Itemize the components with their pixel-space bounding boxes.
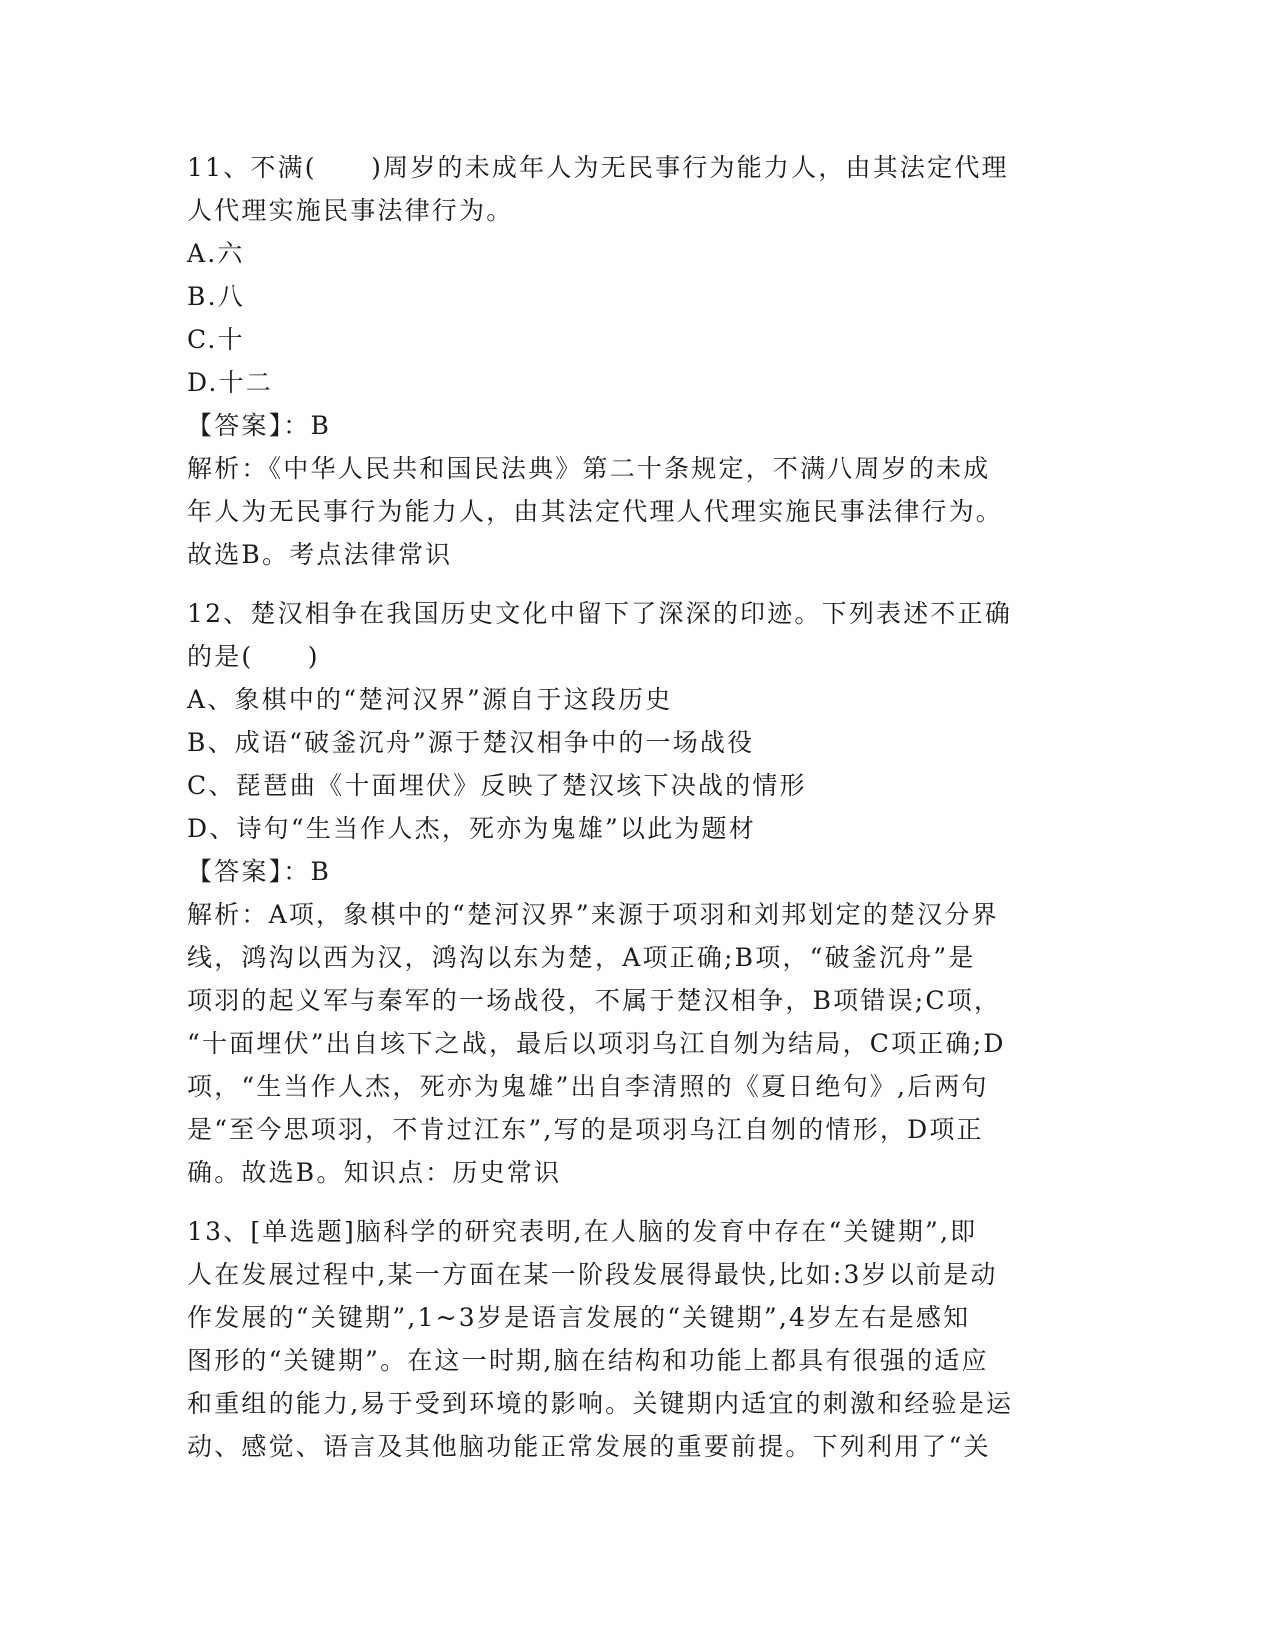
- answer-line: 【答案】：B: [187, 857, 332, 886]
- analysis-line: 故选B。考点法律常识: [187, 540, 453, 569]
- option-b: B、成语“破釜沉舟”源于楚汉相争中的一场战役: [187, 728, 755, 757]
- question-stem-line: 图形的“关键期”。在这一时期,脑在结构和功能上都具有很强的适应: [187, 1346, 989, 1375]
- option-d: D.十二: [187, 368, 273, 397]
- question-list: [187, 146, 1087, 1468]
- question-stem-line: 的是( ): [187, 642, 320, 671]
- option-c: C.十: [187, 325, 245, 354]
- question-stem-line: 13、[单选题]脑科学的研究表明,在人脑的发育中存在“关键期”,即: [187, 1217, 978, 1246]
- option-a: A、象棋中的“楚河汉界”源自于这段历史: [187, 685, 673, 714]
- analysis-line: 解析：A项，象棋中的“楚河汉界”来源于项羽和刘邦划定的楚汉分界: [187, 900, 999, 929]
- question-stem-line: 人代理实施民事法律行为。: [187, 196, 514, 225]
- analysis-line: 年人为无民事行为能力人，由其法定代理人代理实施民事法律行为。: [187, 497, 1004, 526]
- analysis-line: 是“至今思项羽，不肯过江东”,写的是项羽乌江自刎的情形，D项正: [187, 1115, 984, 1144]
- question-stem-line: 作发展的“关键期”,1~3岁是语言发展的“关键期”,4岁左右是感知: [187, 1303, 971, 1332]
- question-stem-line: 动、感觉、语言及其他脑功能正常发展的重要前提。下列利用了“关: [187, 1432, 991, 1461]
- analysis-line: 确。故选B。知识点：历史常识: [187, 1158, 562, 1187]
- question-12: [187, 592, 1087, 1194]
- analysis-line: 线，鸿沟以西为汉，鸿沟以东为楚，A项正确;B项，“破釜沉舟”是: [187, 943, 976, 972]
- option-d: D、诗句“生当作人杰，死亦为鬼雄”以此为题材: [187, 814, 757, 843]
- question-11: [187, 146, 1087, 576]
- question-stem-line: 11、不满( )周岁的未成年人为无民事行为能力人，由其法定代理: [187, 153, 1009, 182]
- analysis-line: 项，“生当作人杰，死亦为鬼雄”出自李清照的《夏日绝句》,后两句: [187, 1072, 989, 1101]
- analysis-line: 项羽的起义军与秦军的一场战役，不属于楚汉相争，B项错误;C项，: [187, 986, 1002, 1015]
- question-stem-line: 12、楚汉相争在我国历史文化中留下了深深的印迹。下列表述不正确: [187, 599, 1013, 628]
- question-13: [187, 1210, 1087, 1468]
- question-stem-line: 和重组的能力,易于受到环境的影响。关键期内适宜的刺激和经验是运: [187, 1389, 1014, 1418]
- option-a: A.六: [187, 239, 245, 268]
- analysis-line: 解析：《中华人民共和国民法典》第二十条规定，不满八周岁的未成: [187, 454, 991, 483]
- answer-line: 【答案】：B: [187, 411, 332, 440]
- option-c: C、琵琶曲《十面埋伏》反映了楚汉垓下决战的情形: [187, 771, 807, 800]
- question-stem-line: 人在发展过程中,某一方面在某一阶段发展得最快,比如:3岁以前是动: [187, 1260, 998, 1289]
- option-b: B.八: [187, 282, 245, 311]
- analysis-line: “十面埋伏”出自垓下之战，最后以项羽乌江自刎为结局，C项正确;D: [187, 1029, 1006, 1058]
